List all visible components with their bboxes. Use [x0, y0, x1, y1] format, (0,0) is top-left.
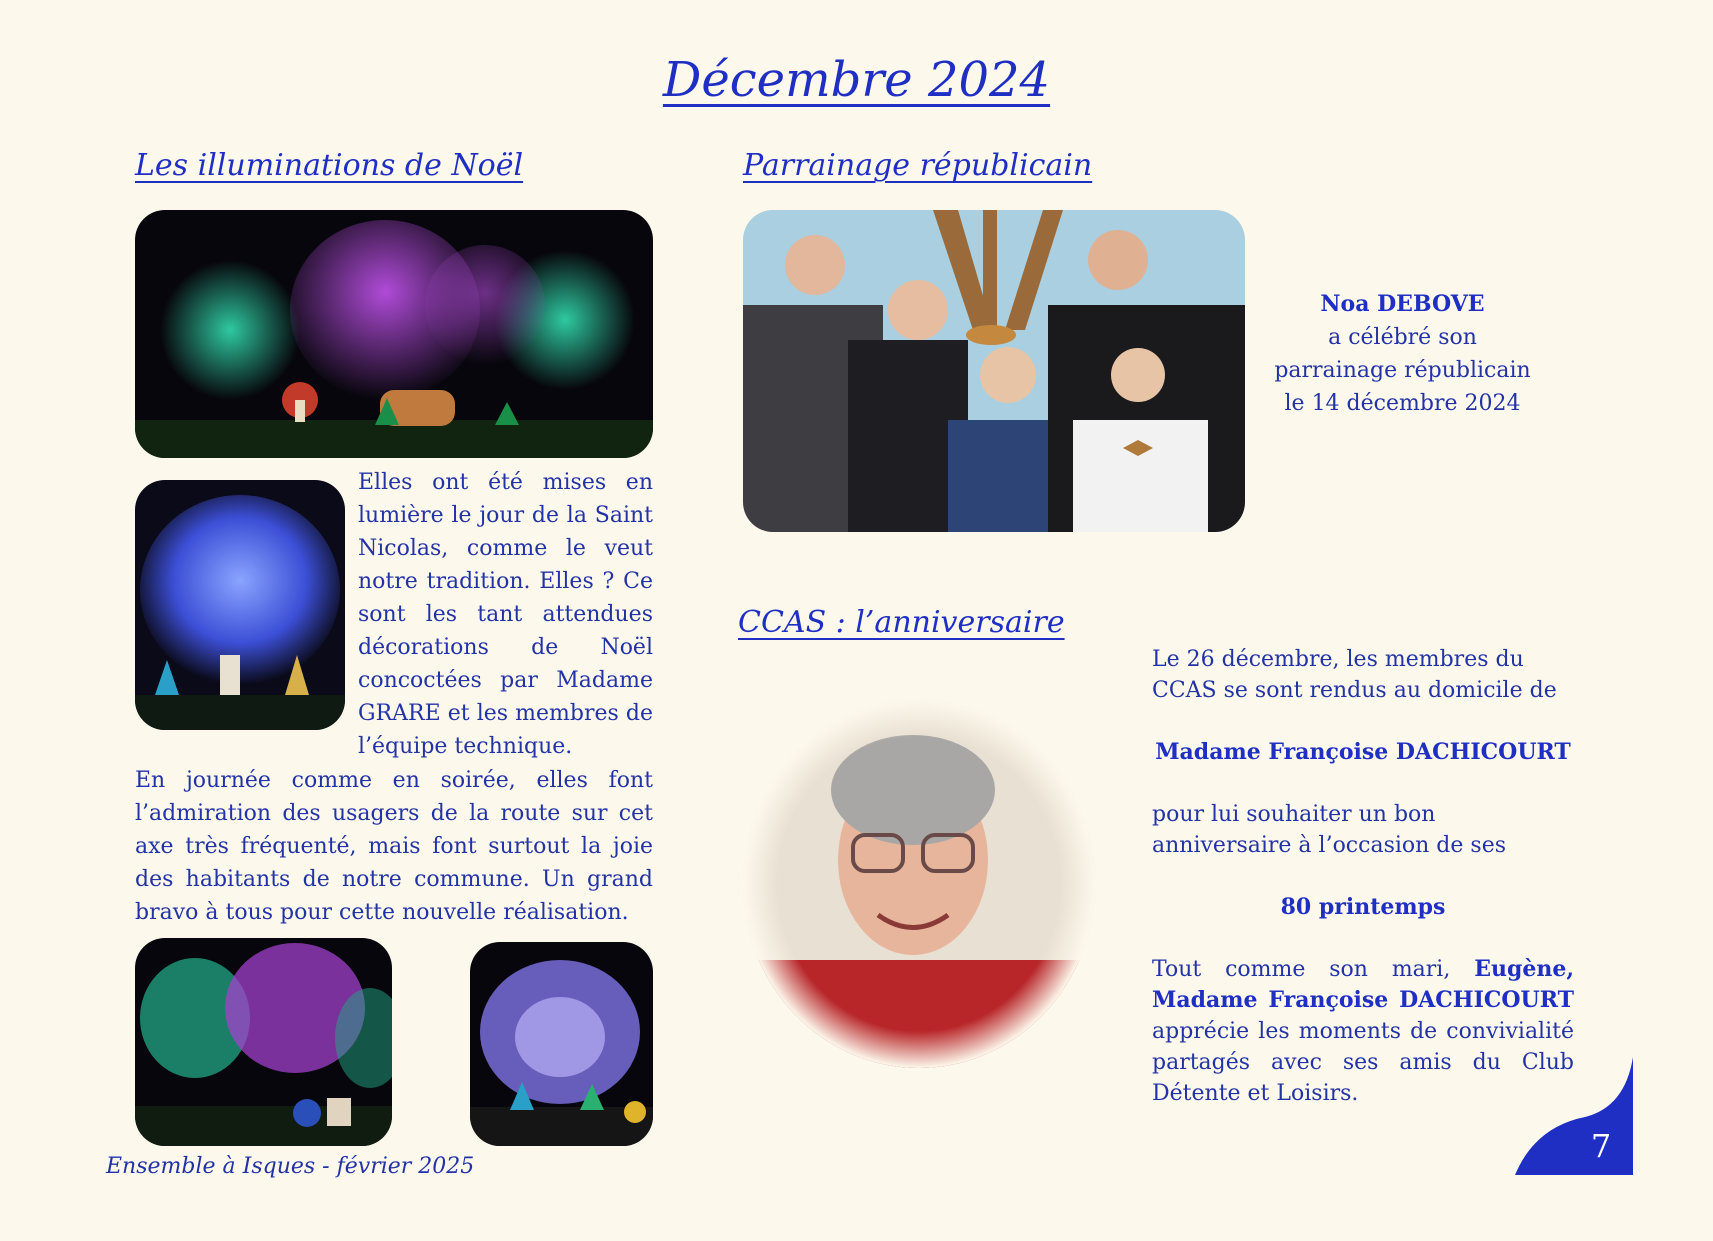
- parrainage-photo-group: [743, 210, 1245, 532]
- parrainage-line-1: a célébré son: [1328, 325, 1477, 350]
- illuminations-text-2: En journée comme en soirée, elles font l’admiration des usagers de la route sur cet axe très fréquenté, mais font surtout la joie des habitants de notre commune. Un grand bravo à tous pour cette nouvelle réalisation.: [135, 768, 653, 925]
- illuminations-photo-night-left: [135, 938, 392, 1146]
- ccas-outro-bold: Eugène, Madame Françoise DACHICOURT: [1152, 956, 1574, 1013]
- illuminations-photo-tree-blue: [135, 480, 345, 730]
- ccas-intro: Le 26 décembre, les membres du CCAS se sont rendus au domicile de: [1152, 647, 1557, 703]
- ccas-photo-portrait: [743, 700, 1095, 1068]
- ccas-outro-a: Tout comme son mari,: [1152, 957, 1475, 982]
- ccas-text-block: [1152, 644, 1574, 1109]
- illuminations-photo-night-right: [470, 942, 653, 1146]
- ccas-age: 80 printemps: [1280, 894, 1446, 920]
- page-title: Décembre 2024: [662, 52, 1051, 108]
- ccas-name: Madame Françoise DACHICOURT: [1155, 739, 1571, 765]
- parrainage-heading: Parrainage républicain: [743, 148, 1093, 183]
- illuminations-photo-wide: [135, 210, 653, 458]
- illuminations-text-1: Elles ont été mises en lumière le jour de la Saint Nicolas, comme le veut notre tradition. Elles ? Ce sont les tant attendues décorations de Noël concoctées par Madame GRARE et les membres de l’équipe technique.: [358, 470, 653, 759]
- ccas-wish: pour lui souhaiter un bon anniversaire à l’occasion de ses: [1152, 802, 1506, 858]
- ccas-outro: [1152, 954, 1574, 1109]
- illuminations-heading: Les illuminations de Noël: [135, 148, 524, 183]
- ccas-outro-b: apprécie les moments de convivialité partagés avec ses amis du Club Détente et Loisirs.: [1152, 1019, 1574, 1106]
- parrainage-caption: [1250, 288, 1555, 420]
- parrainage-line-3: le 14 décembre 2024: [1284, 391, 1521, 416]
- page-number: 7: [1590, 1127, 1612, 1165]
- ccas-heading: CCAS : l’anniversaire: [738, 605, 1065, 640]
- parrainage-line-2: parrainage républicain: [1274, 358, 1531, 383]
- footer-text: Ensemble à Isques - février 2025: [106, 1154, 475, 1179]
- parrainage-name: Noa DEBOVE: [1320, 291, 1485, 317]
